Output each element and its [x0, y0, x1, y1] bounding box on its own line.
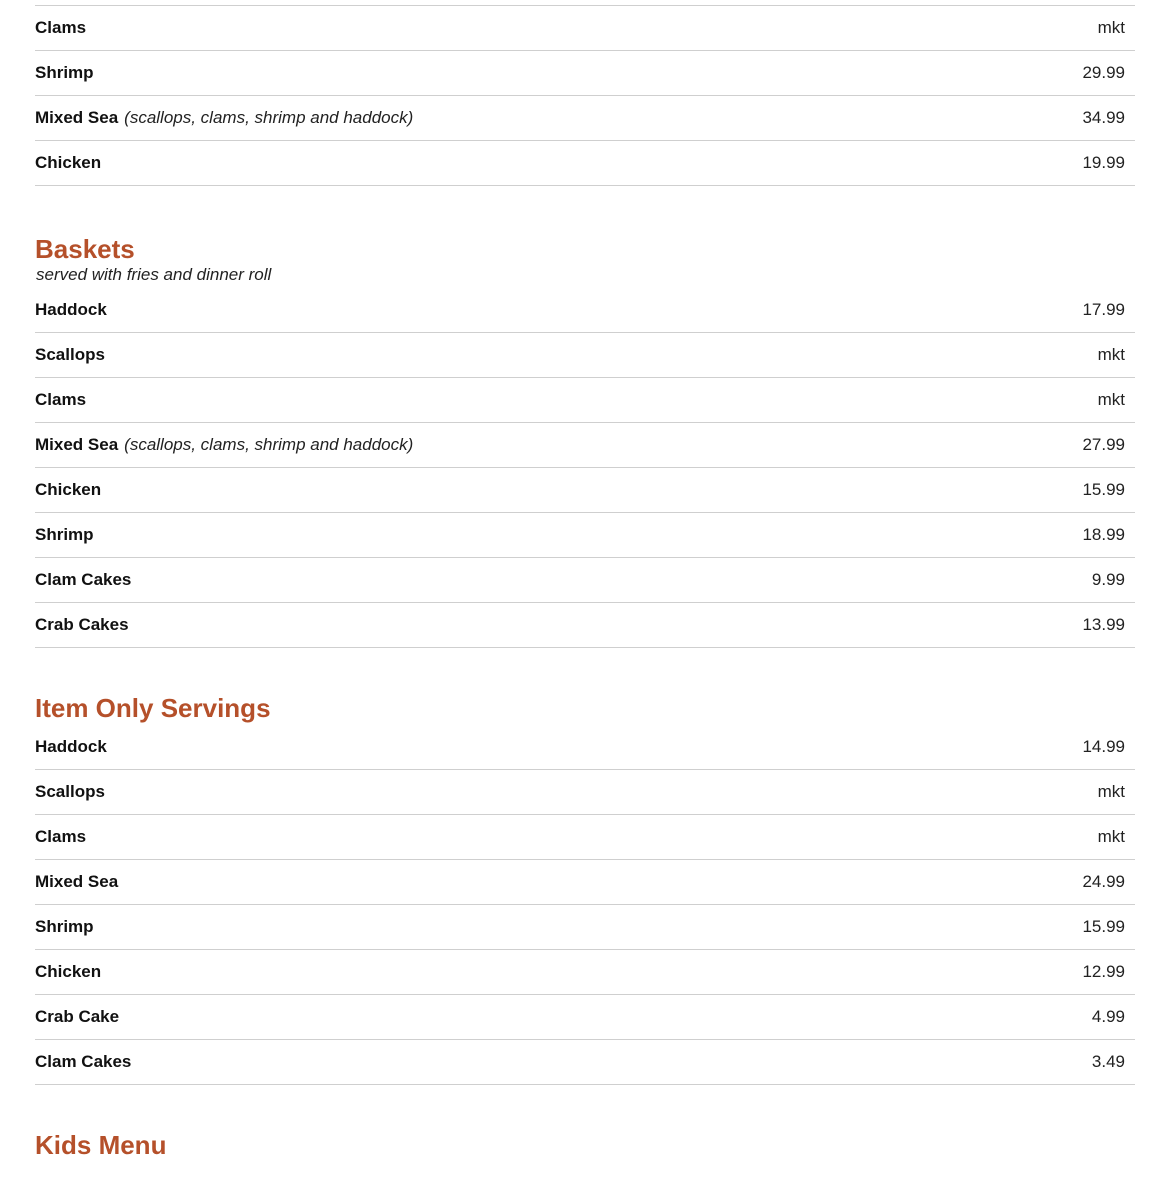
item-name: Mixed Sea [35, 108, 119, 127]
item-name: Mixed Sea [35, 872, 119, 891]
menu-item [35, 815, 1135, 860]
menu-item [35, 96, 1135, 141]
item-price: 17.99 [1082, 300, 1125, 319]
item-name: Scallops [35, 345, 105, 364]
item-name: Clams [35, 827, 87, 846]
menu-item [35, 995, 1135, 1040]
item-name: Shrimp [35, 525, 94, 544]
item-price: 18.99 [1082, 525, 1125, 544]
menu-item [35, 905, 1135, 950]
menu-item [35, 603, 1135, 648]
item-price: 9.99 [1091, 570, 1125, 589]
item-name: Scallops [35, 782, 105, 801]
item-name: Chicken [35, 153, 102, 172]
item-price: 24.99 [1082, 872, 1125, 891]
item-price: mkt [1097, 18, 1125, 37]
menu-item [35, 725, 1135, 770]
item-price: 19.99 [1082, 153, 1125, 172]
item-price: 34.99 [1082, 108, 1125, 127]
menu-item [35, 513, 1135, 558]
menu-item [35, 558, 1135, 603]
menu-page [35, 0, 1135, 1160]
item-price: 3.49 [1091, 1052, 1125, 1071]
item-price: 15.99 [1082, 917, 1125, 936]
item-name: Haddock [35, 737, 107, 756]
item-price: 4.99 [1091, 1007, 1125, 1026]
item-price: mkt [1097, 827, 1125, 846]
menu-item [35, 333, 1135, 378]
section-title: Baskets [35, 234, 135, 264]
item-price: mkt [1097, 782, 1125, 801]
section-subtitle: served with fries and dinner roll [36, 265, 272, 284]
menu-item [35, 770, 1135, 815]
item-name: Clams [35, 390, 87, 409]
item-description: (scallops, clams, shrimp and haddock) [124, 435, 414, 454]
section-baskets [35, 234, 1135, 648]
item-price: 27.99 [1082, 435, 1125, 454]
item-name: Crab Cake [35, 1007, 120, 1026]
item-price: 29.99 [1082, 63, 1125, 82]
menu-item [35, 950, 1135, 995]
item-price: 12.99 [1082, 962, 1125, 981]
item-price: mkt [1097, 390, 1125, 409]
item-name: Clams [35, 18, 87, 37]
item-price: 14.99 [1082, 737, 1125, 756]
menu-item [35, 51, 1135, 96]
item-price: 13.99 [1082, 615, 1125, 634]
item-name: Mixed Sea [35, 435, 119, 454]
item-name: Clam Cakes [35, 570, 132, 589]
menu-item [35, 860, 1135, 905]
section-title: Kids Menu [35, 1130, 167, 1160]
item-name: Chicken [35, 962, 102, 981]
item-description: (scallops, clams, shrimp and haddock) [124, 108, 414, 127]
item-name: Crab Cakes [35, 615, 129, 634]
menu-item [35, 378, 1135, 423]
menu-item [35, 288, 1135, 333]
menu-item [35, 423, 1135, 468]
menu-item [35, 468, 1135, 513]
menu-item [35, 141, 1135, 186]
item-price: mkt [1097, 345, 1125, 364]
section-plates [35, 0, 1135, 186]
section-title: Item Only Servings [35, 693, 271, 723]
item-name: Clam Cakes [35, 1052, 132, 1071]
menu-item [35, 1040, 1135, 1085]
item-name: Chicken [35, 480, 102, 499]
item-name: Shrimp [35, 63, 94, 82]
section-kids-menu [35, 1130, 1135, 1160]
item-name: Haddock [35, 300, 107, 319]
item-price: 15.99 [1082, 480, 1125, 499]
section-item-only-servings [35, 693, 1135, 1085]
menu-item [35, 6, 1135, 51]
item-name: Shrimp [35, 917, 94, 936]
